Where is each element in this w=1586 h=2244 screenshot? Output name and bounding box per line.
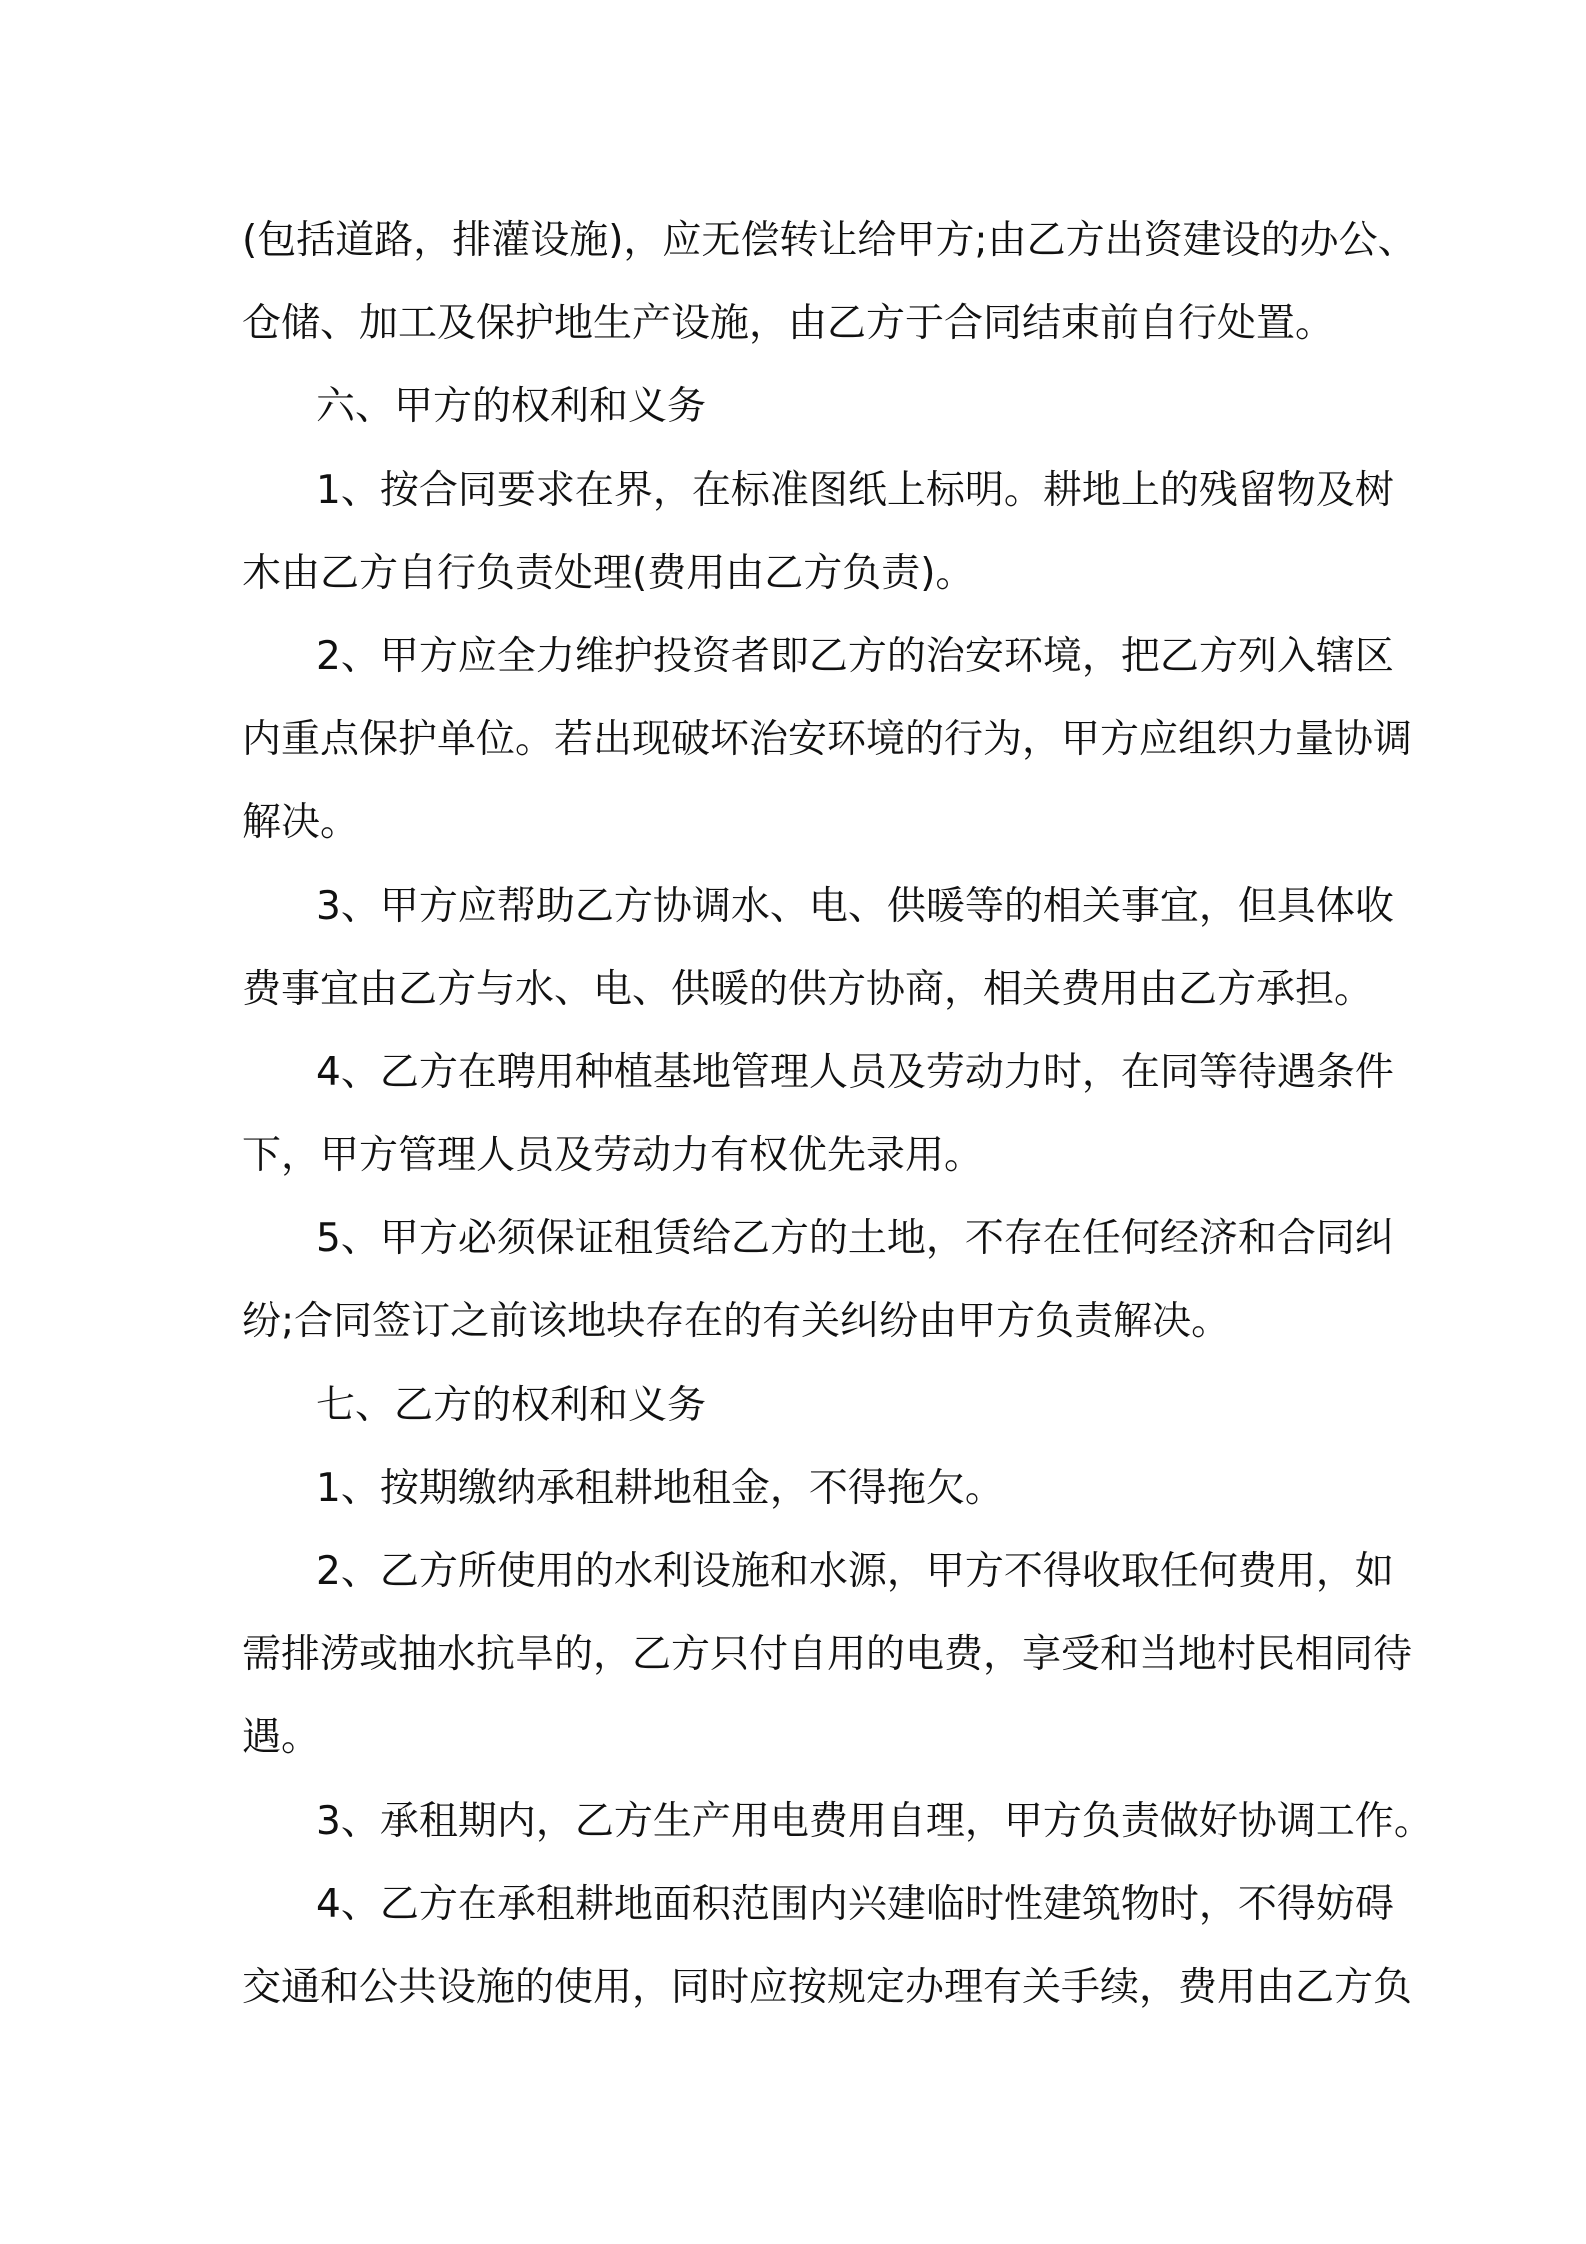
text-line: 费事宜由乙方与水、电、供暖的供方协商，相关费用由乙方承担。 — [242, 966, 1374, 1012]
clause-b-1 — [242, 1447, 1360, 1530]
section-heading-party-a — [242, 365, 1360, 448]
text-line: 木由乙方自行负责处理(费用由乙方负责)。 — [242, 550, 975, 596]
text-line: 解决。 — [242, 800, 360, 846]
text-line: 七、乙方的权利和义务 — [316, 1382, 707, 1428]
text-line: 需排涝或抽水抗旱的，乙方只付自用的电费，享受和当地村民相同待 — [242, 1632, 1413, 1678]
text-line: 3、承租期内，乙方生产用电费用自理，甲方负责做好协调工作。 — [316, 1798, 1433, 1844]
text-line: 遇。 — [242, 1715, 321, 1761]
clause-a-5 — [242, 1197, 1394, 1363]
text-line: 4、乙方在聘用种植基地管理人员及劳动力时，在同等待遇条件 — [316, 1049, 1394, 1095]
clause-a-2 — [242, 615, 1413, 865]
clause-a-3 — [242, 865, 1394, 1031]
clause-a-1 — [242, 449, 1394, 615]
clause-b-2 — [242, 1530, 1413, 1780]
section-heading-party-b — [242, 1364, 1360, 1447]
text-line: 1、按合同要求在界，在标准图纸上标明。耕地上的残留物及树 — [316, 467, 1394, 513]
text-line: 内重点保护单位。若出现破坏治安环境的行为，甲方应组织力量协调 — [242, 717, 1413, 763]
text-line: 纷;合同签订之前该地块存在的有关纠纷由甲方负责解决。 — [242, 1299, 1231, 1345]
text-line: 5、甲方必须保证租赁给乙方的土地，不存在任何经济和合同纠 — [316, 1216, 1394, 1262]
clause-b-3 — [242, 1780, 1433, 1863]
clause-a-4 — [242, 1031, 1394, 1197]
text-line: (包括道路，排灌设施)，应无偿转让给甲方;由乙方出资建设的办公、 — [242, 218, 1417, 263]
text-line: 仓储、加工及保护地生产设施，由乙方于合同结束前自行处置。 — [242, 301, 1335, 347]
text-line: 六、甲方的权利和义务 — [316, 384, 707, 430]
paragraph-continuation — [242, 199, 1417, 365]
text-line: 下，甲方管理人员及劳动力有权优先录用。 — [242, 1133, 984, 1179]
text-line: 1、按期缴纳承租耕地租金，不得拖欠。 — [316, 1465, 1004, 1511]
clause-b-4 — [242, 1863, 1413, 2029]
text-line: 2、甲方应全力维护投资者即乙方的治安环境，把乙方列入辖区 — [316, 633, 1394, 679]
text-line: 交通和公共设施的使用，同时应按规定办理有关手续，费用由乙方负 — [242, 1964, 1413, 2010]
text-line: 3、甲方应帮助乙方协调水、电、供暖等的相关事宜，但具体收 — [316, 883, 1394, 929]
document-body — [242, 199, 1433, 2029]
text-line: 2、乙方所使用的水利设施和水源，甲方不得收取任何费用，如 — [316, 1549, 1394, 1594]
text-line: 4、乙方在承租耕地面积范围内兴建临时性建筑物时，不得妨碍 — [316, 1881, 1394, 1927]
